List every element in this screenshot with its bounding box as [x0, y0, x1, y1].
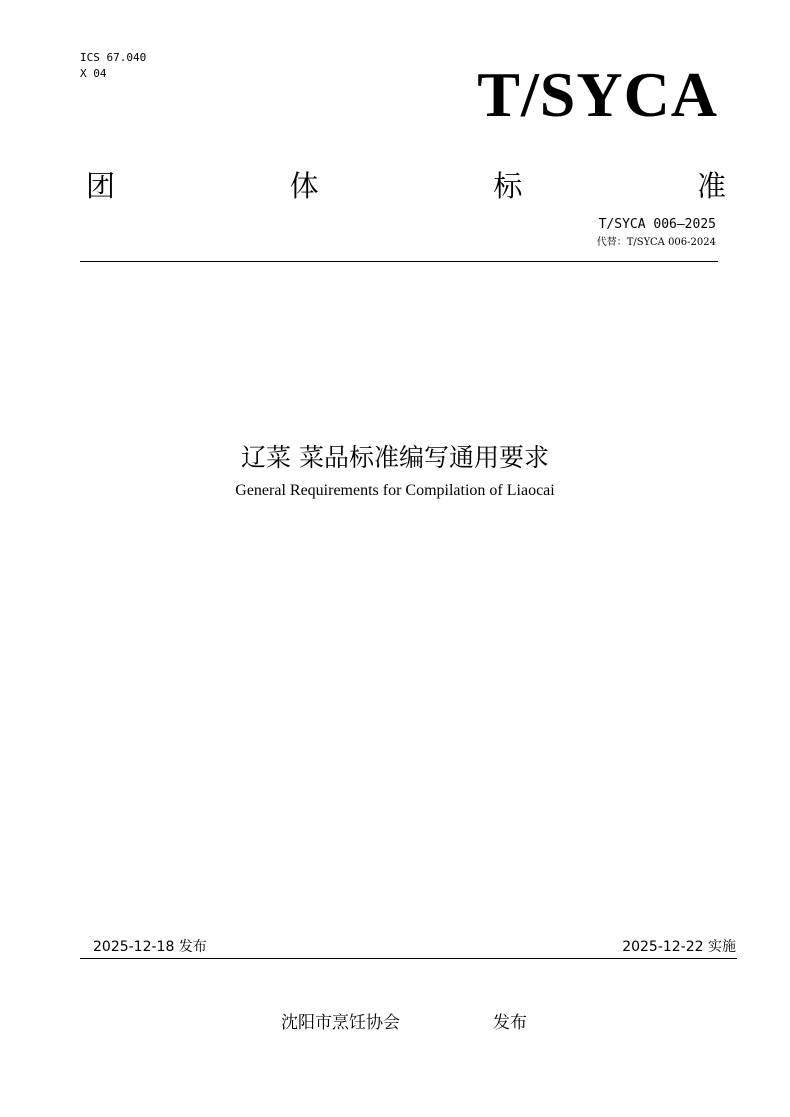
standard-type-heading [86, 166, 726, 206]
header-divider [80, 261, 718, 262]
organization-logo: T/SYCA [477, 59, 718, 130]
ccs-code: X 04 [80, 67, 107, 80]
publish-label: 发布 [493, 1013, 527, 1033]
issue-date: 2025-12-18 发布 [93, 939, 207, 955]
ics-code: ICS 67.040 [80, 51, 147, 64]
standard-type-char: 标 [493, 169, 523, 203]
document-title-chinese: 辽菜 菜品标准编写通用要求 [241, 443, 549, 472]
standard-type-char: 体 [289, 169, 319, 203]
publisher-name: 沈阳市烹饪协会 [281, 1013, 400, 1033]
implementation-date: 2025-12-22 实施 [622, 939, 736, 955]
document-title-english: General Requirements for Compilation of Liaocai [235, 482, 555, 499]
classification-codes [80, 50, 146, 82]
footer-divider [80, 958, 737, 959]
standard-type-char: 团 [86, 169, 116, 203]
standard-number: T/SYCA 006—2025 [598, 217, 716, 232]
replaces-standard: 代替：T/SYCA 006-2024 [596, 237, 716, 248]
standard-type-char: 准 [696, 169, 726, 203]
